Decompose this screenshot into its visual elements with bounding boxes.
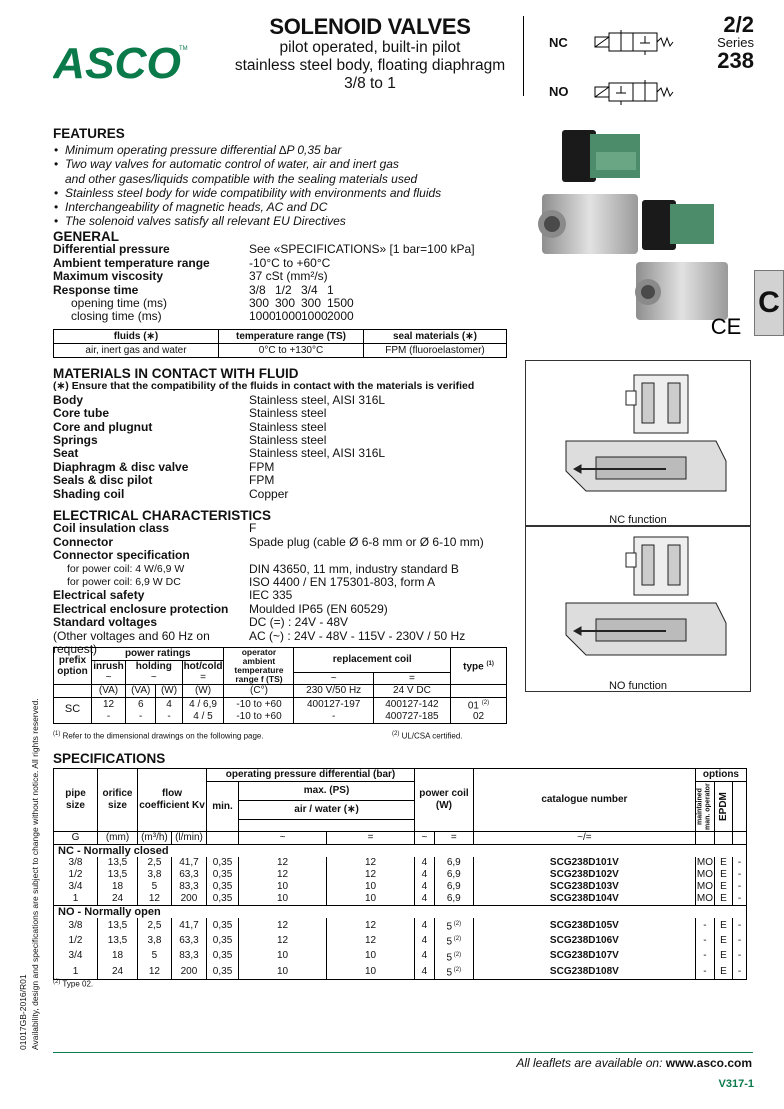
specs-th-pressure: operating pressure differential (bar)	[207, 769, 415, 782]
power-th-replacement: replacement coil	[294, 648, 451, 673]
specs-cell: 13,5	[98, 857, 138, 869]
specs-cell: 5 $^{(2)}$	[434, 933, 473, 948]
specs-unit: ~/=	[473, 832, 695, 845]
fluids-header: temperature range (TS)	[219, 330, 364, 344]
feature-item: • Two way valves for automatic control of water, air and inert gas	[53, 157, 513, 171]
nc-drawing-box	[525, 360, 751, 526]
fluids-header: seal materials (∗)	[364, 330, 507, 344]
electrical-value: AC (~) : 24V - 48V - 115V - 230V / 50 Hz	[249, 628, 466, 643]
specs-cell: E	[715, 857, 733, 869]
no-drawing-box	[525, 526, 751, 692]
specs-cell: 0,35	[207, 964, 239, 980]
page-number: V317-1	[718, 1078, 754, 1090]
specs-cell: 18	[98, 881, 138, 893]
electrical-key: Coil insulation class	[53, 521, 170, 536]
series-block	[717, 14, 754, 72]
power-table	[53, 647, 507, 724]
specs-cell: 12	[327, 918, 415, 933]
no-cross-section-icon	[526, 527, 750, 675]
power-unit: (C°)	[224, 685, 294, 698]
closing-value: 1000	[301, 309, 328, 324]
power-note-1: $^{(1)}$ Refer to the dimensional drawings on the following page.	[53, 731, 264, 741]
specs-cell: MO	[696, 857, 713, 868]
specs-cell: 41,7	[171, 857, 206, 869]
power-cell: 02	[451, 711, 507, 723]
closing-value: 1000	[275, 309, 302, 324]
subtitle-3: 3/8 to 1	[344, 75, 396, 92]
specs-cell: 24	[98, 893, 138, 906]
response-size: 1/2	[275, 282, 292, 297]
specs-cell: SCG238D108V	[473, 964, 695, 980]
material-value: Stainless steel	[249, 406, 327, 421]
power-th-holding: holding	[126, 660, 183, 672]
material-key: Core and plugnut	[53, 419, 153, 434]
specs-cell: -	[737, 950, 742, 962]
specs-cell: E	[715, 933, 733, 948]
specs-th-opt2: EPDM	[715, 782, 733, 832]
specs-cell: -	[737, 881, 742, 892]
power-unit: 230 V/50 Hz	[294, 685, 373, 698]
general-title: GENERAL	[53, 229, 120, 244]
specs-cell: 83,3	[171, 881, 206, 893]
electrical-value: IEC 335	[249, 588, 293, 603]
material-key: Seat	[53, 446, 79, 461]
electrical-key: Electrical enclosure protection	[53, 601, 229, 616]
specs-cell: 10	[327, 893, 415, 906]
specs-cell: -	[737, 919, 742, 931]
power-cell: -	[126, 711, 156, 723]
response-label: Response time	[53, 282, 139, 297]
material-value: FPM	[249, 459, 275, 474]
opening-label: opening time (ms)	[71, 296, 168, 311]
specs-cell: 12	[327, 933, 415, 948]
fluids-cell: FPM (fluoroelastomer)	[364, 344, 507, 358]
specs-cell: 12	[327, 857, 415, 869]
general-value: 37 cSt (mm²/s)	[249, 269, 328, 284]
specs-cell: 200	[171, 893, 206, 906]
nc-cross-section-icon	[526, 361, 750, 509]
specs-cell: 12	[327, 869, 415, 881]
specs-cell: 12	[138, 964, 172, 980]
subtitle-2: stainless steel body, floating diaphragm	[234, 57, 506, 74]
specs-cell: -	[695, 949, 714, 964]
specs-cell: 1/2	[54, 933, 98, 948]
opening-value: 1500	[327, 296, 354, 311]
power-unit: (VA)	[126, 685, 156, 698]
specs-cell: 0,35	[207, 857, 239, 869]
fluids-cell: air, inert gas and water	[54, 344, 219, 358]
material-value: Stainless steel	[249, 419, 327, 434]
specs-cell: -	[737, 965, 742, 977]
specs-cell: 10	[239, 881, 327, 893]
specs-cell: E	[715, 869, 733, 881]
closing-label: closing time (ms)	[71, 309, 162, 324]
specs-cell: 41,7	[171, 918, 206, 933]
series-ratio: 2/2	[723, 12, 754, 37]
material-key: Diaphragm & disc valve	[53, 459, 189, 474]
section-badge: C	[754, 270, 784, 336]
fluids-header: fluids (∗)	[54, 330, 219, 344]
specs-cell: 10	[327, 964, 415, 980]
specs-cell: 1	[54, 893, 98, 906]
subtitle-1: pilot operated, built-in pilot	[279, 39, 461, 56]
specs-cell: 3,8	[138, 933, 172, 948]
general-value: -10°C to +60°C	[249, 255, 331, 270]
electrical-key: for power coil: 4 W/6,9 W	[67, 562, 185, 575]
electrical-key: Electrical safety	[53, 588, 145, 603]
specs-cell: 0,35	[207, 893, 239, 906]
specs-cell: 12	[239, 857, 327, 869]
series-label: Series	[717, 35, 754, 50]
specs-cell: 83,3	[171, 949, 206, 964]
opening-value: 300	[249, 296, 270, 311]
specs-cell: 1	[54, 964, 98, 980]
response-size: 1	[327, 282, 334, 297]
material-key: Seals & disc pilot	[53, 473, 153, 488]
material-value: Copper	[249, 486, 289, 501]
general-key: Ambient temperature range	[53, 255, 210, 270]
connector-spec-label: Connector specification	[53, 548, 190, 563]
power-sym: ~	[92, 672, 126, 685]
power-type: 01 $^{(2)}$	[451, 697, 507, 711]
material-value: FPM	[249, 473, 275, 488]
nc-caption: NC function	[609, 514, 667, 526]
specs-cell: -	[695, 964, 714, 980]
specs-cell: SCG238D102V	[473, 869, 695, 881]
footer-text: All leaflets are available on: www.asco.com	[516, 1056, 752, 1070]
power-cell: 4 / 5	[182, 711, 224, 723]
specs-cell: SCG238D105V	[473, 918, 695, 933]
specs-cell: 0,35	[207, 918, 239, 933]
specs-cell: 4	[415, 857, 435, 869]
electrical-value: F	[249, 521, 257, 536]
specs-cell: 1/2	[54, 869, 98, 881]
material-key: Springs	[53, 433, 98, 448]
specs-cell: 18	[98, 949, 138, 964]
specs-cell: 4	[415, 933, 435, 948]
closing-value: 2000	[327, 309, 354, 324]
footer-url[interactable]: www.asco.com	[665, 1056, 752, 1070]
specs-row	[54, 869, 747, 881]
specs-cell: 10	[239, 964, 327, 980]
series-number: 238	[717, 48, 754, 73]
specs-cell: 4	[415, 918, 435, 933]
specs-cell: 13,5	[98, 933, 138, 948]
ce-mark-icon: CE	[710, 314, 742, 339]
specs-cell: 5 $^{(2)}$	[434, 949, 473, 964]
specs-cell: 4	[415, 869, 435, 881]
specs-unit: G	[54, 832, 98, 845]
specs-cell: SCG238D103V	[473, 881, 695, 893]
power-cell: 400127-142	[373, 697, 450, 711]
valve-symbols-icon	[592, 28, 688, 106]
electrical-key: Standard voltages	[53, 615, 158, 630]
materials-title: MATERIALS IN CONTACT WITH FLUID	[53, 366, 299, 381]
specs-group-no: NO - Normally open	[58, 906, 161, 918]
power-sym: =	[373, 672, 450, 685]
power-cell: -	[156, 711, 182, 723]
material-value: Stainless steel, AISI 316L	[249, 446, 386, 461]
specs-cell: 0,35	[207, 881, 239, 893]
specs-cell: SCG238D101V	[473, 857, 695, 869]
specs-unit: (mm)	[98, 832, 138, 845]
electrical-key: for power coil: 6,9 W DC	[67, 576, 181, 589]
materials-section	[53, 367, 513, 501]
feature-item: • Interchangeability of magnetic heads, AC and DC	[53, 200, 513, 214]
opening-value: 300	[275, 296, 296, 311]
features-section	[53, 126, 513, 229]
specs-cell: -	[737, 934, 742, 946]
power-th-prefix: prefix option	[54, 648, 92, 685]
specs-cell: 10	[327, 881, 415, 893]
electrical-value: ISO 4400 / EN 175301-803, form A	[249, 575, 436, 590]
no-caption: NO function	[608, 680, 668, 692]
no-label: NO	[549, 84, 569, 99]
response-size: 3/4	[301, 282, 318, 297]
materials-note: (∗) Ensure that the compatibility of the fluids in contact with the materials is verified	[53, 380, 475, 393]
specs-cell: E	[715, 881, 733, 893]
power-cell: -10 to +60	[224, 711, 294, 723]
page-title-block	[220, 14, 520, 93]
specs-th-catalogue: catalogue number	[473, 769, 695, 832]
header-divider	[523, 16, 524, 96]
specs-cell: 10	[239, 893, 327, 906]
feature-item: • The solenoid valves satisfy all relevant EU Directives	[53, 214, 513, 228]
specs-cell: 0,35	[207, 869, 239, 881]
specs-th-options: options	[695, 769, 746, 782]
specs-unit: ~	[415, 832, 435, 845]
specs-cell: 12	[239, 933, 327, 948]
specs-cell: 3/8	[54, 918, 98, 933]
general-section	[53, 230, 513, 324]
power-cell: -10 to +60	[224, 697, 294, 711]
specs-cell: 200	[171, 964, 206, 980]
power-unit: (W)	[156, 685, 182, 698]
specs-cell: 4	[415, 881, 435, 893]
logo-text: ASCO	[53, 40, 181, 84]
specs-cell: 4	[415, 964, 435, 980]
specs-cell: 3/4	[54, 881, 98, 893]
specs-cell: MO	[696, 893, 713, 904]
specs-row	[54, 933, 747, 948]
specs-cell: 3/4	[54, 949, 98, 964]
specs-cell: -	[737, 893, 742, 904]
specs-cell: E	[715, 964, 733, 980]
specs-cell: 63,3	[171, 933, 206, 948]
specs-th-orifice: orifice size	[98, 769, 138, 832]
power-unit: (VA)	[92, 685, 126, 698]
closing-value: 1000	[249, 309, 276, 324]
electrical-value: Moulded IP65 (EN 60529)	[249, 601, 388, 616]
material-key: Shading coil	[53, 486, 125, 501]
specs-cell: E	[715, 893, 733, 906]
specs-row	[54, 857, 747, 869]
power-cell: 6	[126, 697, 156, 711]
doc-code: 01017GB-2016/R01	[18, 974, 28, 1050]
specs-cell: MO	[696, 881, 713, 892]
power-th-ratings: power ratings	[92, 648, 224, 661]
specs-cell: -	[737, 869, 742, 880]
general-value: See «SPECIFICATIONS» [1 bar=100 kPa]	[249, 242, 475, 257]
specs-group-nc: NC - Normally closed	[58, 845, 169, 857]
power-sym: ~	[126, 672, 183, 685]
electrical-key: (Other voltages and 60 Hz on request)	[53, 628, 210, 657]
electrical-section	[53, 509, 513, 656]
specs-cell: 6,9	[434, 881, 473, 893]
features-title: FEATURES	[53, 126, 125, 141]
power-prefix: SC	[54, 697, 92, 723]
specs-cell: 2,5	[138, 918, 172, 933]
specs-unit: =	[327, 832, 415, 845]
specs-cell: SCG238D107V	[473, 949, 695, 964]
specs-cell: 5 $^{(2)}$	[434, 918, 473, 933]
specs-cell: 24	[98, 964, 138, 980]
specs-row	[54, 881, 747, 893]
power-cell: -	[294, 711, 373, 723]
specs-cell: MO	[696, 869, 713, 880]
page-title: SOLENOID VALVES	[269, 14, 471, 39]
feature-item: • Stainless steel body for wide compatibility with environments and fluids	[53, 186, 513, 200]
specs-cell: 5	[138, 881, 172, 893]
power-cell: 4	[156, 697, 182, 711]
electrical-key: Connector	[53, 534, 113, 549]
specs-cell: 0,35	[207, 949, 239, 964]
specs-cell: 3,8	[138, 869, 172, 881]
power-th-inrush: inrush	[93, 660, 124, 672]
specs-unit	[207, 832, 239, 845]
power-cell: 12	[92, 697, 126, 711]
power-th-operator: operator ambient temperature range f (TS)	[224, 648, 294, 685]
power-cell: -	[92, 711, 126, 723]
power-unit: 24 V DC	[373, 685, 450, 698]
fluids-cell: 0°C to +130°C	[219, 344, 364, 358]
power-note-2: $^{(2)}$ UL/CSA certified.	[392, 731, 463, 741]
specs-cell: SCG238D104V	[473, 893, 695, 906]
asco-logo	[53, 40, 188, 84]
specs-cell: SCG238D106V	[473, 933, 695, 948]
specs-cell: 10	[239, 949, 327, 964]
svg-text:TM: TM	[179, 46, 188, 52]
specs-cell: 0,35	[207, 933, 239, 948]
specs-cell: 4	[415, 949, 435, 964]
specs-cell: E	[715, 949, 733, 964]
power-th-hotcold: hot/cold	[183, 660, 223, 672]
specs-unit: =	[434, 832, 473, 845]
specs-cell: 6,9	[434, 893, 473, 906]
power-unit: (W)	[182, 685, 224, 698]
electrical-value: Spade plug (cable Ø 6-8 mm or Ø 6-10 mm)	[249, 534, 484, 549]
electrical-title: ELECTRICAL CHARACTERISTICS	[53, 508, 272, 523]
specs-th-opt1: maintained man. operator	[695, 782, 714, 832]
side-legal-text: Availability, design and specifications are subject to change without notice. All rights reserved.	[30, 698, 40, 1050]
specs-unit: ~	[239, 832, 327, 845]
specs-cell: 5	[138, 949, 172, 964]
specs-cell: 6,9	[434, 869, 473, 881]
power-th-type: type $^{(1)}$	[451, 648, 507, 685]
specs-th-min: min.	[207, 782, 239, 832]
specs-cell: 10	[327, 949, 415, 964]
product-photo	[536, 122, 742, 344]
specs-cell: 5 $^{(2)}$	[434, 964, 473, 980]
specs-cell: E	[715, 918, 733, 933]
feature-item: • Minimum operating pressure differential ∆P 0,35 bar	[53, 143, 513, 157]
specs-th-pipe: pipe size	[54, 769, 98, 832]
power-cell: 400727-185	[373, 711, 450, 723]
general-key: Maximum viscosity	[53, 269, 164, 284]
footer-divider	[53, 1052, 753, 1053]
specs-cell: 12	[138, 893, 172, 906]
power-cell: 4 / 6,9	[182, 697, 224, 711]
power-sym: =	[182, 672, 224, 685]
specs-cell: 12	[239, 869, 327, 881]
specs-cell: 12	[239, 918, 327, 933]
power-sym: ~	[294, 672, 373, 685]
specs-cell: 2,5	[138, 857, 172, 869]
fluids-table	[53, 329, 507, 358]
electrical-value: DIN 43650, 11 mm, industry standard B	[249, 561, 459, 576]
specs-th-air: air / water (∗)	[239, 801, 415, 820]
material-value: Stainless steel, AISI 316L	[249, 392, 386, 407]
power-cell: 400127-197	[294, 697, 373, 711]
specs-cell: 4	[415, 893, 435, 906]
material-key: Body	[53, 392, 83, 407]
electrical-value: DC (=) : 24V - 48V	[249, 615, 349, 630]
specs-note: $^{(2)}$ Type 02.	[53, 979, 94, 989]
opening-value: 300	[301, 296, 322, 311]
specs-cell: 13,5	[98, 869, 138, 881]
specs-unit: (m³/h)	[138, 832, 172, 845]
specs-cell: -	[695, 933, 714, 948]
specs-row	[54, 918, 747, 933]
nc-label: NC	[549, 35, 568, 50]
specs-th-max: max. (PS)	[239, 782, 415, 801]
material-value: Stainless steel	[249, 433, 327, 448]
specs-cell: 63,3	[171, 869, 206, 881]
specs-th-power: power coil (W)	[415, 769, 474, 832]
specs-row	[54, 949, 747, 964]
material-key: Core tube	[53, 406, 110, 421]
specs-row	[54, 964, 747, 980]
specs-cell: -	[695, 918, 714, 933]
feature-item: and other gases/liquids compatible with the sealing materials used	[65, 171, 418, 186]
specs-th-flow: flow coefficient Kv	[138, 769, 207, 832]
specs-table	[53, 768, 747, 980]
specs-unit: (l/min)	[171, 832, 206, 845]
specs-title: SPECIFICATIONS	[53, 751, 166, 766]
specs-cell: -	[737, 857, 742, 868]
response-size: 3/8	[249, 282, 266, 297]
specs-cell: 3/8	[54, 857, 98, 869]
specs-cell: 13,5	[98, 918, 138, 933]
specs-cell: 6,9	[434, 857, 473, 869]
specs-row	[54, 893, 747, 906]
general-key: Differential pressure	[53, 242, 170, 257]
